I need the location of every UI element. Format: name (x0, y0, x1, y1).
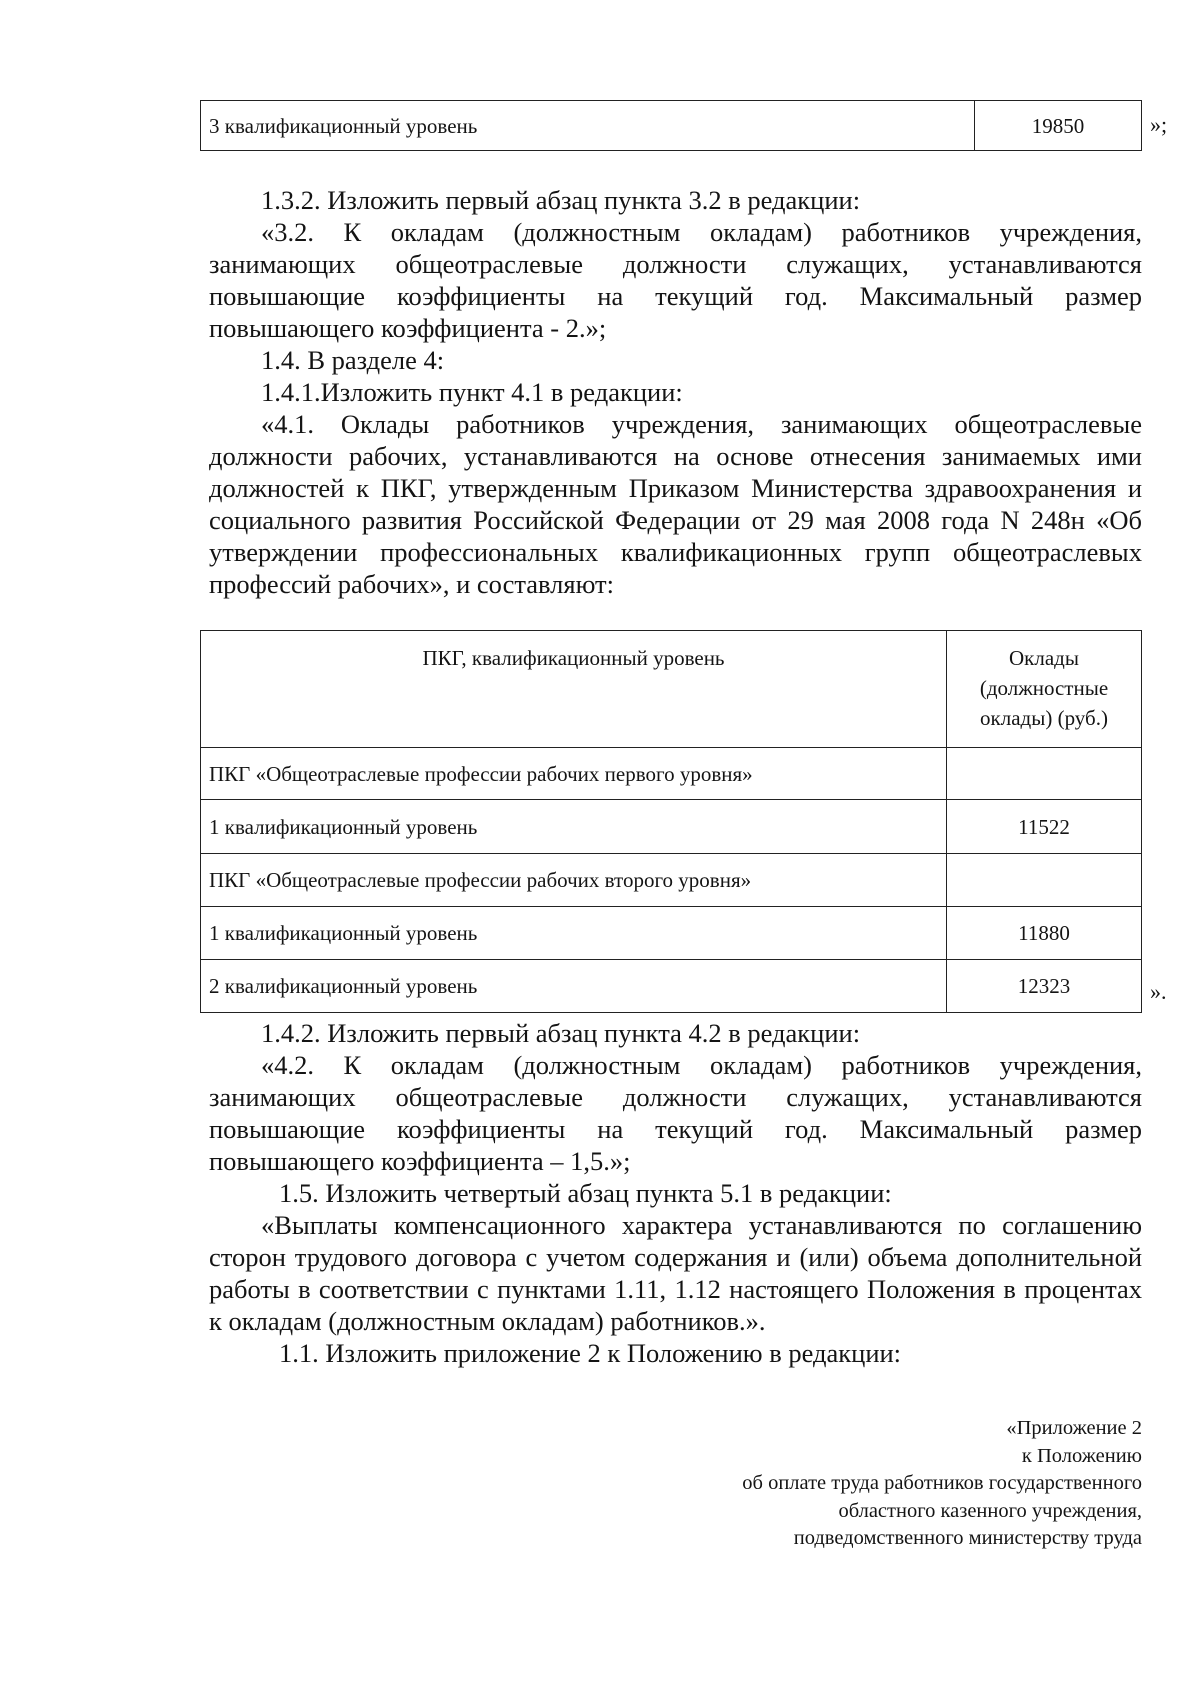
top-table (200, 100, 1142, 151)
level-label: 1 квалификационный уровень (201, 907, 947, 960)
paragraph-4-2-quote: «4.2. К окладам (должностным окладам) работников учреждения, занимающих общеотраслевые должности служащих, устанавливаются повышающие коэффициенты на текущий год. Максимальный размер повышающего коэффициента – 1,5.»; (209, 1050, 1142, 1176)
paragraph-3-2-quote: «3.2. К окладам (должностным окладам) работников учреждения, занимающих общеотраслевые должности служащих, устанавливаются повышающие коэффициенты на текущий год. Максимальный размер повышающего коэффициента - 2.»; (209, 217, 1142, 343)
group-label: ПКГ «Общеотраслевые профессии рабочих второго уровня» (201, 854, 947, 907)
table-row (201, 854, 1142, 907)
salary-value: 12323 (947, 960, 1142, 1013)
table-row (201, 101, 1142, 151)
appendix-line: «Приложение 2 (1006, 1417, 1142, 1439)
quote-closing: »; (1150, 112, 1168, 137)
appendix-header (622, 1415, 1142, 1553)
salary-table (200, 630, 1142, 1013)
paragraph-1-4: 1.4. В разделе 4: (261, 345, 445, 375)
level-label: 3 квалификационный уровень (201, 101, 975, 151)
paragraph-4-1-quote: «4.1. Оклады работников учреждения, занимающих общеотраслевые должности рабочих, устанавливаются на основе отнесения занимаемых ими должностей к ПКГ, утвержденным Приказом Министерства здравоохранения и социального развития Российской Федерации от 29 мая 2008 года N 248н «Об утверждении профессиональных квалификационных групп общеотраслевых профессий рабочих», и составляют: (209, 409, 1142, 599)
salary-value: 19850 (975, 101, 1142, 151)
appendix-line: подведомственного министерству труда (793, 1527, 1142, 1549)
appendix-line: к Положению (1021, 1444, 1142, 1467)
paragraph-1-5: 1.5. Изложить четвертый абзац пункта 5.1 в редакции: (279, 1178, 892, 1208)
salary-value: 11522 (947, 800, 1142, 854)
quote-closing: ». (1150, 979, 1167, 1004)
paragraph-1-3-2: 1.3.2. Изложить первый абзац пункта 3.2 в редакции: (261, 185, 861, 215)
paragraph-5-1-quote: «Выплаты компенсационного характера устанавливаются по соглашению сторон трудового договора с учетом содержания и (или) объема дополнительной работы в соответствии с пунктами 1.11, 1.12 настоящего Положения в процентах к окладам (должностным окладам) работников.». (209, 1210, 1142, 1336)
appendix-line: областного казенного учреждения, (838, 1499, 1142, 1522)
paragraph-1-4-2: 1.4.2. Изложить первый абзац пункта 4.2 в редакции: (261, 1018, 861, 1048)
column-header-salary: Оклады (должностные оклады) (руб.) (947, 631, 1142, 748)
appendix-line: об оплате труда работников государственного (742, 1472, 1142, 1494)
table-row (201, 800, 1142, 854)
table-row (201, 748, 1142, 800)
group-label: ПКГ «Общеотраслевые профессии рабочих первого уровня» (201, 748, 947, 800)
table-row (201, 960, 1142, 1013)
paragraph-1-1: 1.1. Изложить приложение 2 к Положению в редакции: (279, 1338, 902, 1368)
salary-value (947, 854, 1142, 907)
level-label: 2 квалификационный уровень (201, 960, 947, 1013)
column-header-level: ПКГ, квалификационный уровень (201, 631, 947, 748)
level-label: 1 квалификационный уровень (201, 800, 947, 854)
paragraph-1-4-1: 1.4.1.Изложить пункт 4.1 в редакции: (261, 377, 683, 407)
salary-value: 11880 (947, 907, 1142, 960)
table-header-row (201, 631, 1142, 748)
salary-value (947, 748, 1142, 800)
table-row (201, 907, 1142, 960)
